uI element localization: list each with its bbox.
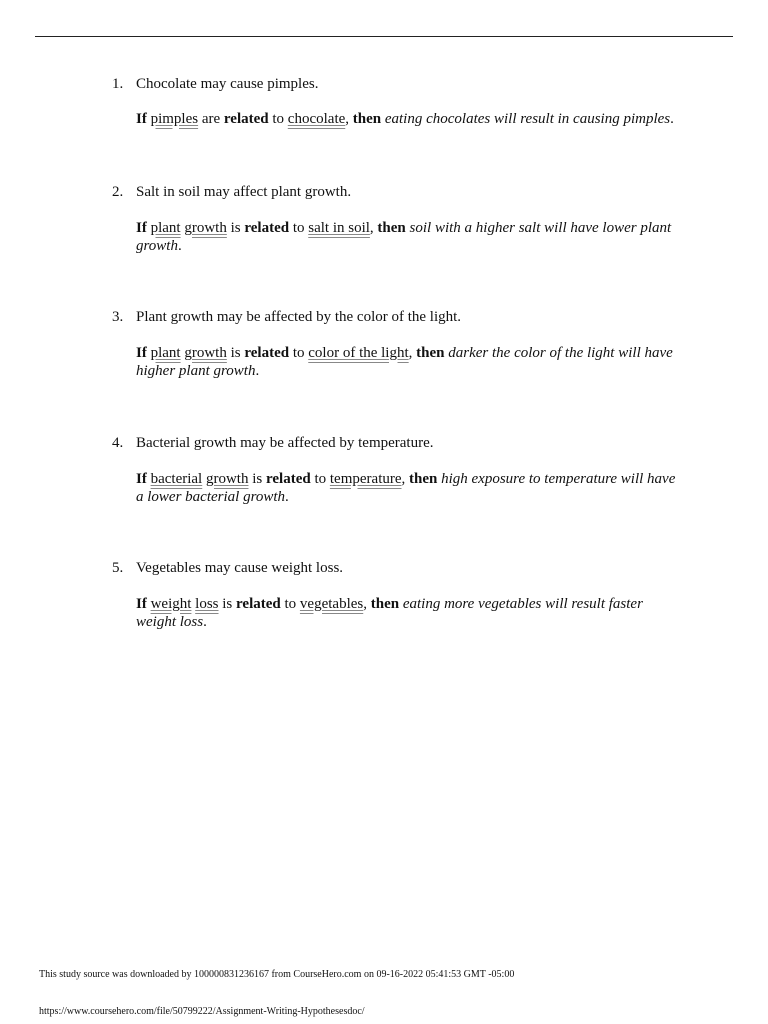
variable-independent: temperature	[329, 471, 402, 487]
then-word: then	[409, 471, 438, 487]
then-word: then	[352, 111, 382, 127]
question-text: Chocolate may cause pimples.	[136, 76, 319, 92]
if-word: If	[136, 596, 147, 612]
if-word: If	[136, 111, 147, 127]
if-word: If	[136, 345, 147, 361]
variable-dependent: growth	[205, 471, 249, 487]
hypothesis-1: If pimples are related to chocolate, then eating chocolates will result in causing pimples.	[136, 111, 674, 127]
question-text: Bacterial growth may be affected by temperature.	[136, 435, 434, 451]
item-number: 5.	[112, 560, 124, 576]
item-number: 3.	[112, 309, 124, 325]
prediction-text: darker the color of the light will have higher plant growth	[136, 345, 673, 379]
variable-dependent: pimples	[150, 111, 199, 127]
variable-dependent: bacterial	[150, 471, 203, 487]
variable-independent: salt in soil	[308, 220, 370, 236]
variable-dependent: plant	[150, 220, 181, 236]
hypothesis-4: If bacterial growth is related to temperature, then high exposure to temperature will have a lower bacterial growth.	[136, 471, 676, 505]
question-3	[112, 308, 461, 326]
hypothesis-5: If weight loss is related to vegetables, then eating more vegetables will result faster weight loss.	[136, 596, 643, 630]
variable-dependent: loss	[195, 596, 219, 612]
variable-independent: chocolate	[287, 111, 346, 127]
then-word: then	[377, 220, 406, 236]
related-word: related	[236, 596, 281, 612]
download-notice: This study source was downloaded by 100000831236167 from CourseHero.com on 09-16-2022 05:41:53 GMT -05:00	[39, 969, 515, 980]
if-word: If	[136, 220, 147, 236]
hypothesis-3: If plant growth is related to color of the light, then darker the color of the light will have higher plant growth.	[136, 345, 673, 379]
hypothesis-2: If plant growth is related to salt in soil, then soil with a higher salt will have lower plant growth.	[136, 220, 672, 254]
then-word: then	[416, 345, 445, 361]
question-text: Plant growth may be affected by the color of the light.	[136, 309, 462, 325]
source-url[interactable]: https://www.coursehero.com/file/50799222/Assignment-Writing-Hypothesesdoc/	[39, 1006, 365, 1017]
header-rule	[35, 36, 733, 37]
prediction-text: high exposure to temperature will have a lower bacterial growth	[136, 471, 676, 505]
related-word: related	[223, 111, 269, 127]
variable-independent: color of the light	[308, 345, 409, 361]
related-word: related	[244, 345, 290, 361]
question-text: Vegetables may cause weight loss.	[136, 560, 344, 576]
related-word: related	[266, 471, 311, 487]
question-1	[112, 75, 318, 93]
if-word: If	[136, 471, 147, 487]
question-2	[112, 183, 351, 201]
prediction-text: eating more vegetables will result faster weight loss	[136, 596, 643, 630]
prediction-text: eating chocolates will result in causing pimples	[384, 111, 671, 127]
item-number: 2.	[112, 184, 124, 200]
question-4	[112, 434, 434, 452]
variable-independent: vegetables	[299, 596, 364, 612]
prediction-text: soil with a higher salt will have lower plant growth	[136, 220, 672, 254]
question-text: Salt in soil may affect plant growth.	[136, 184, 352, 200]
item-number: 1.	[112, 76, 124, 92]
related-word: related	[244, 220, 290, 236]
then-word: then	[370, 596, 400, 612]
item-number: 4.	[112, 435, 124, 451]
variable-dependent: growth	[184, 345, 227, 361]
variable-dependent: growth	[184, 220, 227, 236]
question-5	[112, 559, 343, 577]
variable-dependent: plant	[150, 345, 181, 361]
variable-dependent: weight	[150, 596, 192, 612]
